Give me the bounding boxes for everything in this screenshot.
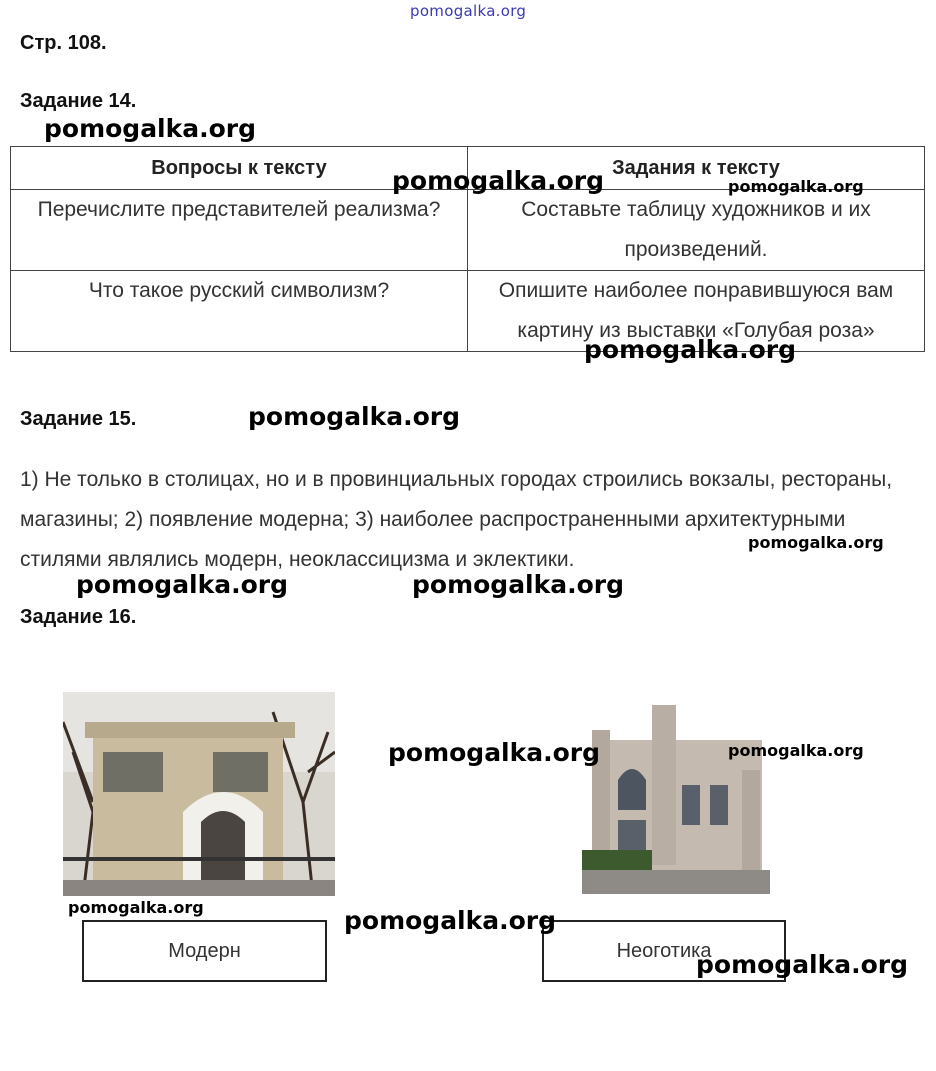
task-15-title: Задание 15. [20, 408, 137, 430]
table-row [11, 190, 925, 271]
task-16-title: Задание 16. [20, 606, 137, 628]
task-14-title: Задание 14. [20, 90, 137, 112]
neogothic-building-photo [582, 700, 770, 894]
watermark: pomogalka.org [584, 335, 797, 364]
watermark: pomogalka.org [344, 906, 557, 935]
watermark: pomogalka.org [248, 402, 461, 431]
watermark: pomogalka.org [68, 898, 204, 917]
table-cell: Опишите наиболее понравившуюся вам картину из выставки «Голубая роза» [468, 271, 925, 352]
neogothic-style-label: Неоготика [542, 920, 786, 982]
page-reference: Стр. 108. [20, 32, 107, 54]
table-header-questions: Вопросы к тексту [11, 147, 468, 190]
modern-building-photo [63, 692, 335, 896]
top-watermark: pomogalka.org [410, 2, 527, 20]
table-cell: Что такое русский символизм? [11, 271, 468, 352]
modern-style-label: Модерн [82, 920, 327, 982]
table-cell: Перечислите представителей реализма? [11, 190, 468, 271]
watermark: pomogalka.org [388, 738, 601, 767]
table-cell: Составьте таблицу художников и их произведений. [468, 190, 925, 271]
task-15-answer: 1) Не только в столицах, но и в провинциальных городах строились вокзалы, рестораны, магазины; 2) появление модерна; 3) наиболее распространенными архитектурными стилями являлись модерн, неоклассицизма и эклектики. [20, 468, 893, 571]
watermark: pomogalka.org [696, 950, 909, 979]
table-header-assignments: Задания к тексту [468, 147, 925, 190]
watermark: pomogalka.org [412, 570, 625, 599]
watermark: pomogalka.org [76, 570, 289, 599]
watermark: pomogalka.org [392, 166, 605, 195]
watermark: pomogalka.org [44, 114, 257, 143]
watermark: pomogalka.org [728, 177, 864, 196]
watermark: pomogalka.org [748, 533, 884, 552]
watermark: pomogalka.org [728, 741, 864, 760]
